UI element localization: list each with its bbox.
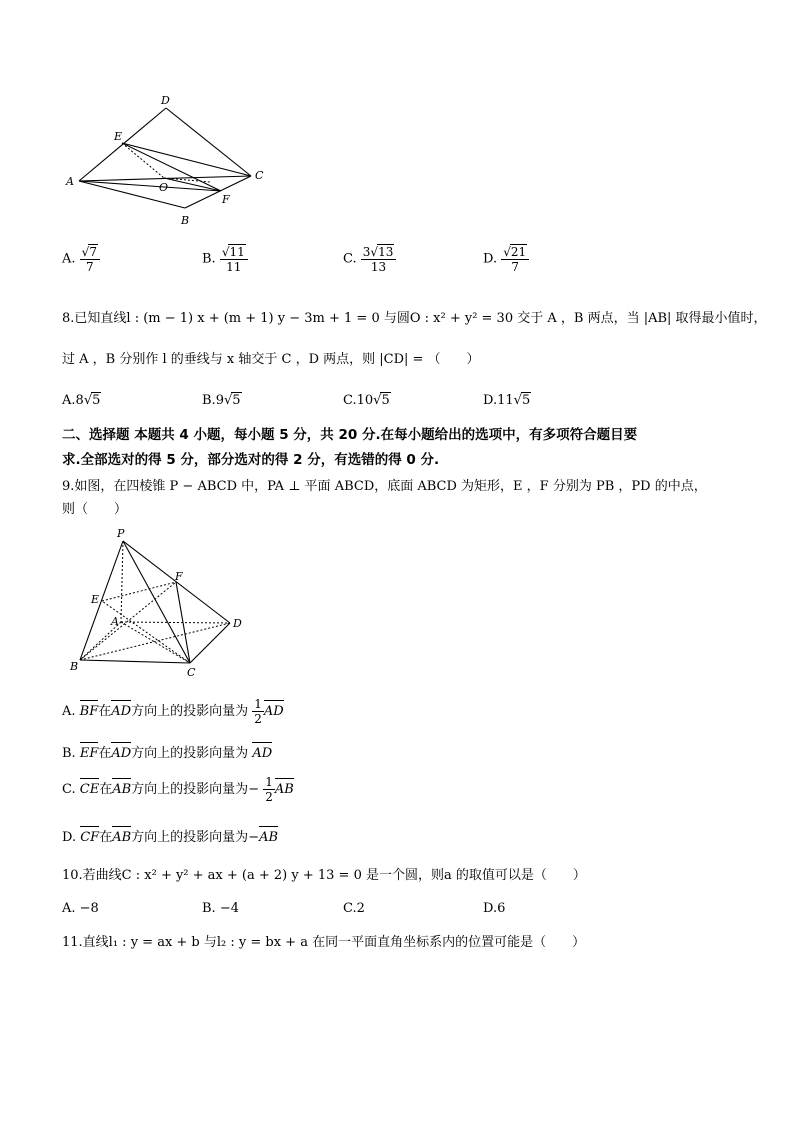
q9-figure bbox=[66, 525, 256, 680]
vector: CE bbox=[79, 782, 100, 797]
fig7-label-D: D bbox=[161, 94, 170, 107]
fig7-label-E: E bbox=[114, 130, 123, 143]
fig9-label-D: D bbox=[233, 617, 242, 630]
option-letter: B. bbox=[202, 393, 216, 408]
fig7-label-O: O bbox=[159, 181, 169, 194]
q7-option-b[interactable] bbox=[202, 244, 248, 274]
q7-option-a[interactable] bbox=[62, 244, 100, 274]
fraction: $\frac{√11}{11}$ bbox=[220, 244, 248, 274]
fig9-label-P: P bbox=[117, 527, 125, 540]
option-text: 在 bbox=[98, 746, 112, 761]
q10-option-d[interactable]: D.6 bbox=[483, 901, 506, 916]
option-coef: 11 bbox=[497, 393, 514, 408]
q11-stem: 11.直线l₁ : y = ax + b 与l₂ : y = bx + a 在同一平面直角坐标系内的位置可能是（ ） bbox=[62, 935, 586, 950]
q10-stem: 10.若曲线C : x² + y² + ax + (a + 2) y + 13 = 0 是一个圆，则a 的取值可以是（ ） bbox=[62, 868, 586, 883]
q8-option-b[interactable]: B.9√5 bbox=[202, 393, 241, 408]
fig7-label-A: A bbox=[66, 175, 74, 188]
option-text: 方向上的投影向量为 bbox=[131, 704, 249, 719]
option-letter: B. bbox=[62, 746, 76, 761]
q8-option-d[interactable]: D.11√5 bbox=[483, 393, 531, 408]
fig9-dashed-PA bbox=[121, 541, 123, 622]
vector: AB bbox=[112, 782, 132, 797]
section2-heading-line2: 求.全部选对的得 5 分，部分选对的得 2 分，有选错的得 0 分. bbox=[62, 452, 440, 468]
fraction: $\frac{√21}{7}$ bbox=[501, 244, 529, 274]
fig7-label-F: F bbox=[222, 193, 230, 206]
option-letter: D. bbox=[62, 830, 77, 845]
fig7-seg-EF bbox=[122, 143, 221, 191]
option-text: 方向上的投影向量为 bbox=[131, 782, 249, 797]
option-text: 方向上的投影向量为 bbox=[131, 830, 249, 845]
vector: BF bbox=[79, 704, 99, 719]
q9-stem-line2: 则（ ） bbox=[62, 502, 128, 517]
q7-option-c[interactable] bbox=[343, 244, 396, 274]
q10-option-c[interactable]: C.2 bbox=[343, 901, 365, 916]
fig9-label-C: C bbox=[187, 666, 196, 679]
vector: AB bbox=[274, 782, 294, 797]
vector: AD bbox=[111, 746, 132, 761]
q8-stem-line2: 过 A ，B 分别作 l 的垂线与 x 轴交于 C ，D 两点，则 |CD| = （ ） bbox=[62, 352, 480, 367]
fraction: $\frac{1}{2}$ bbox=[265, 775, 273, 804]
q8-option-a[interactable]: A.8√5 bbox=[62, 393, 101, 408]
option-radicand: 5 bbox=[381, 393, 390, 408]
option-text: 在 bbox=[99, 830, 113, 845]
fig7-edge-DC bbox=[166, 108, 251, 176]
fig9-label-E: E bbox=[91, 593, 100, 606]
option-letter: C. bbox=[343, 251, 357, 267]
q8-stem-line1: 8.已知直线l : (m − 1) x + (m + 1) y − 3m + 1 = 0 与圆O : x² + y² = 30 交于 A ，B 两点，当 |AB| 取得最小值时， bbox=[62, 311, 767, 326]
q10-option-a[interactable]: A. −8 bbox=[62, 901, 99, 916]
option-coef: 9 bbox=[215, 393, 224, 408]
fig9-label-B: B bbox=[70, 660, 79, 673]
fig9-label-A: A bbox=[111, 615, 119, 628]
option-text: 在 bbox=[99, 782, 113, 797]
option-sign: − bbox=[248, 782, 260, 797]
option-sign: − bbox=[248, 830, 260, 845]
option-letter: D. bbox=[483, 251, 498, 267]
option-letter: B. bbox=[202, 251, 216, 267]
option-letter: A. bbox=[62, 704, 76, 719]
q9-option-d[interactable] bbox=[62, 826, 278, 845]
fig9-dashed-AD bbox=[121, 622, 230, 623]
vector: CF bbox=[80, 830, 100, 845]
option-coef: 10 bbox=[356, 393, 374, 408]
fig9-label-F: F bbox=[175, 570, 183, 583]
fig9-edge-PB bbox=[80, 541, 123, 660]
fig7-edge-BC bbox=[185, 176, 251, 208]
fig7-label-B: B bbox=[181, 214, 190, 227]
option-radicand: 5 bbox=[521, 393, 531, 408]
q7-option-d[interactable] bbox=[483, 244, 529, 274]
option-text: 方向上的投影向量为 bbox=[131, 746, 249, 761]
option-radicand: 5 bbox=[92, 393, 101, 408]
fig9-dashed-AC bbox=[121, 622, 190, 663]
fig9-edge-CD bbox=[190, 623, 230, 663]
vector: AB bbox=[259, 830, 279, 845]
option-radicand: 5 bbox=[232, 393, 241, 408]
vector: EF bbox=[79, 746, 99, 761]
q10-option-b[interactable]: B. −4 bbox=[202, 901, 239, 916]
section2-heading-line1: 二、选择题 本题共 4 小题，每小题 5 分，共 20 分.在每小题给出的选项中，有多项符合题目要 bbox=[62, 427, 638, 443]
option-letter: A. bbox=[62, 251, 76, 267]
option-letter: D. bbox=[483, 393, 498, 408]
option-letter: A. bbox=[62, 393, 76, 408]
fig7-edge-AD bbox=[79, 108, 166, 181]
fraction: $\frac{√7}{7}$ bbox=[80, 244, 100, 274]
q8-option-c[interactable]: C.10√5 bbox=[343, 393, 390, 408]
q9-option-b[interactable] bbox=[62, 742, 272, 761]
fraction: $\frac{1}{2}$ bbox=[254, 697, 262, 726]
vector: AD bbox=[111, 704, 132, 719]
q9-option-a[interactable] bbox=[62, 697, 284, 726]
vector: AB bbox=[112, 830, 132, 845]
option-text: 在 bbox=[98, 704, 112, 719]
fig7-label-C: C bbox=[255, 169, 264, 182]
option-letter: C. bbox=[62, 782, 76, 797]
fig9-edge-BC bbox=[80, 660, 190, 663]
vector: AD bbox=[263, 704, 284, 719]
q7-figure bbox=[60, 90, 280, 230]
option-letter: C. bbox=[343, 393, 357, 408]
fraction: $\frac{3√13}{13}$ bbox=[361, 244, 397, 274]
q9-option-c[interactable] bbox=[62, 775, 294, 804]
vector: AD bbox=[252, 746, 273, 761]
q9-stem-line1: 9.如图，在四棱锥 P − ABCD 中，PA ⊥ 平面 ABCD，底面 ABCD 为矩形，E ，F 分别为 PB ，PD 的中点， bbox=[62, 479, 707, 494]
option-coef: 8 bbox=[75, 393, 84, 408]
